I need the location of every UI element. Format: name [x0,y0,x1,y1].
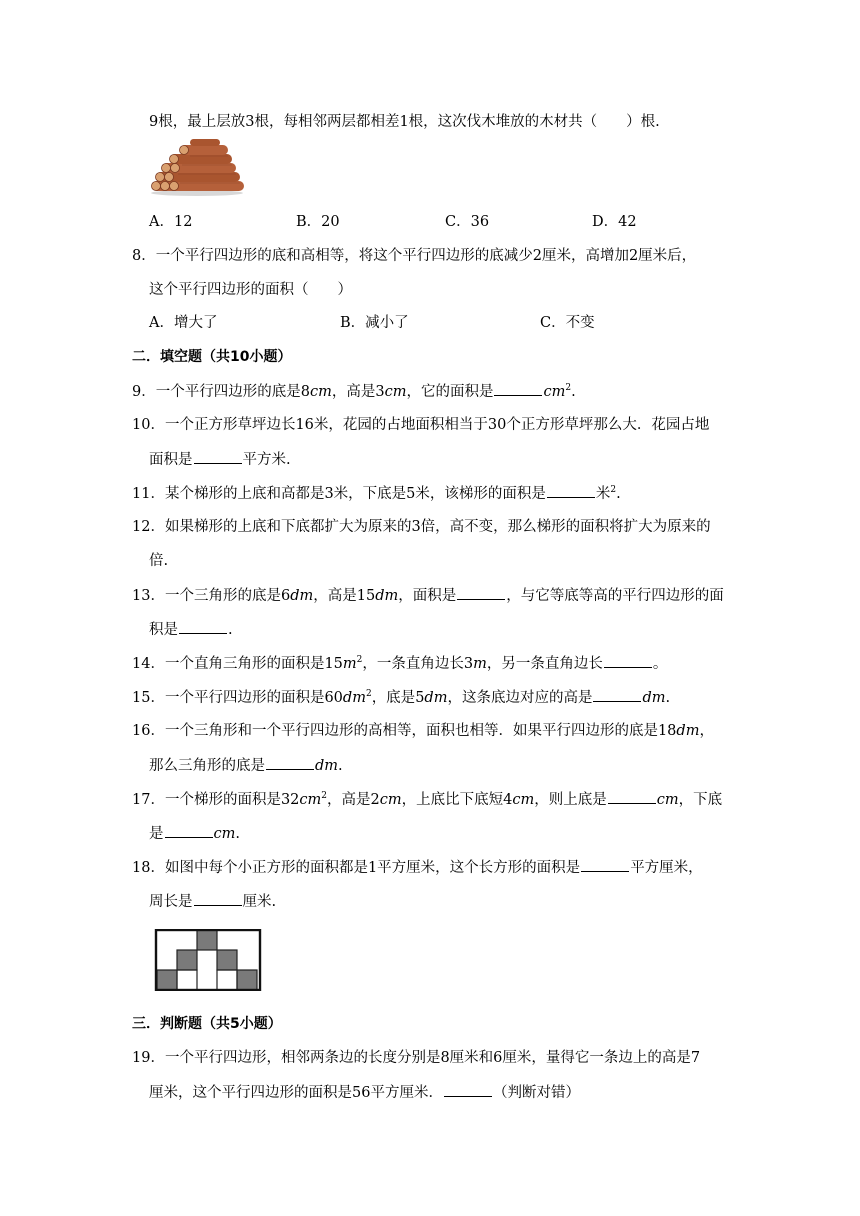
q8-line1: 8．一个平行四边形的底和高相等，将这个平行四边形的底减少2厘米，高增加2厘米后， [132,248,697,264]
answer-blank[interactable] [165,823,213,838]
answer-blank[interactable] [457,585,505,600]
section-heading-fill-blank: 二．填空题（共10小题） [132,349,292,365]
q18-line1: 18．如图中每个小正方形的面积都是1平方厘米，这个长方形的面积是 平方厘米， [132,857,703,878]
q14: 14．一个直角三角形的面积是$15m^2$，一条直角边长3m，另一条直角边长 。 [132,655,668,672]
answer-blank[interactable] [547,483,595,498]
q7-option-a: A．12 [149,214,193,230]
q13-line2: 积是 . [149,619,233,640]
q16-line1: 16．一个三角形和一个平行四边形的高相等，面积也相等．如果平行四边形的底是18dm， [132,723,714,739]
q9: 9．一个平行四边形的底是8cm，高是3cm，它的面积是 $cm^2$. [132,383,576,400]
q17-line1: 17．一个梯形的面积是$32cm^2$，高是2cm，上底比下底短4cm，则上底是 cm，下底 [132,791,723,808]
q15: 15．一个平行四边形的面积是$60dm^2$，底是5dm，这条底边对应的高是 dm. [132,689,671,706]
q18-line2: 周长是 厘米. [149,891,276,912]
q7-text: 9根，最上层放3根，每相邻两层都相差1根，这次伐木堆放的木材共（ ）根. [149,114,660,130]
answer-blank[interactable] [494,381,542,396]
q7-option-d: D．42 [592,214,637,230]
q7-option-c: C．36 [445,214,490,230]
answer-blank[interactable] [194,891,242,906]
answer-blank[interactable] [581,857,629,872]
answer-blank[interactable] [444,1082,492,1097]
q12-line2: 倍. [149,553,169,569]
q19-line1: 19．一个平行四边形，相邻两条边的长度分别是8厘米和6厘米，量得它一条边上的高是7 [132,1050,701,1066]
q12-line1: 12．如果梯形的上底和下底都扩大为原来的3倍，高不变，那么梯形的面积将扩大为原来的 [132,519,711,535]
q13-line1: 13．一个三角形的底是6dm，高是15dm，面积是 ，与它等底等高的平行四边形的面 [132,585,724,606]
answer-blank[interactable] [608,789,656,804]
square-grid-figure [154,929,264,991]
q8-option-a: A．增大了 [149,315,218,331]
answer-blank[interactable] [179,619,227,634]
q8-option-c: C．不变 [540,315,595,331]
q8-line2: 这个平行四边形的面积（ ） [149,282,352,298]
log-pile-image [150,139,245,196]
q10-line2: 面积是 平方米. [149,449,291,470]
answer-blank[interactable] [266,755,314,770]
section-heading-true-false: 三．判断题（共5小题） [132,1016,282,1032]
q16-line2: 那么三角形的底是 dm. [149,755,343,776]
q8-option-b: B．减小了 [340,315,409,331]
answer-blank[interactable] [194,449,242,464]
q7-option-b: B．20 [296,214,340,230]
q11: 11．某个梯形的上底和高都是3米，下底是5米，该梯形的面积是 米$^2$. [132,485,621,502]
q10-line1: 10．一个正方形草坪边长16米，花园的占地面积相当于30个正方形草坪那么大．花园占地 [132,417,710,433]
answer-blank[interactable] [593,687,641,702]
q19-line2: 厘米，这个平行四边形的面积是56平方厘米． （判断对错） [149,1082,580,1103]
q17-line2: 是 cm. [149,823,240,844]
answer-blank[interactable] [604,653,652,668]
